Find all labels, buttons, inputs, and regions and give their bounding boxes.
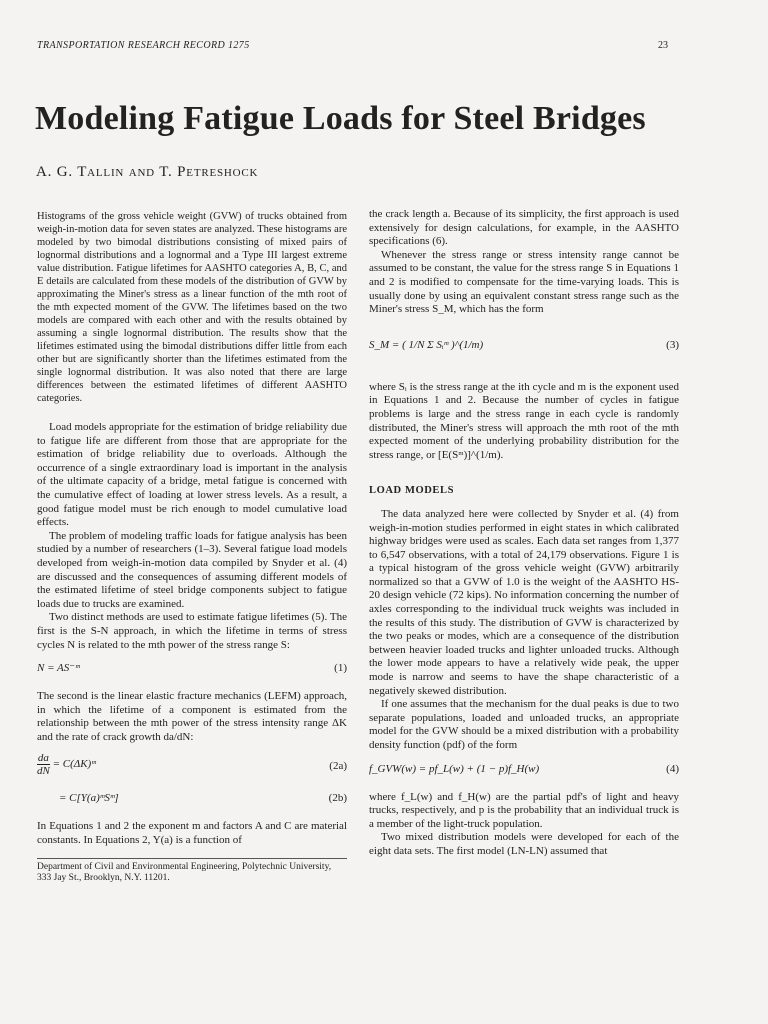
body-paragraph: The second is the linear elastic fracture mechanics (LEFM) approach, in which the lifetime of a component is estimated from the relationship between the mth power of the stress intensity range ΔK and the rate of crack growth da/dN:	[37, 690, 347, 743]
equation-4-number: (4)	[666, 762, 679, 775]
equation-2b-rhs: = C[Y(a)ᵐSᵐ]	[59, 792, 119, 805]
author-affiliation-footnote: Department of Civil and Environmental Engineering, Polytechnic University, 333 Jay St., Brooklyn, N.Y. 11201.	[37, 858, 347, 885]
equation-3-lhs: S_M =	[369, 338, 400, 351]
body-paragraph: Two distinct methods are used to estimate fatigue lifetimes (5). The first is the S-N approach, in which the lifetime in terms of stress cycles N is related to the mth power of the stress range S:	[37, 611, 347, 651]
abstract-text: Histograms of the gross vehicle weight (GVW) of trucks obtained from weigh-in-motion data for seven states are analyzed. These histograms are modeled by two bimodal distributions consisting of mixed pairs of lognormal distributions and a lognormal and a Type III largest extreme value distribution. Fatigue lifetimes for AASHTO categories A, B, C, and E details are calculated from these models of the distribution of GVW by approximating the Miner's stress as a linear function of the mth root of the mth expected moment of the GVW. The lifetimes based on the two models are compared with each other and with the results obtained by assuming a single lognormal distribution. The results show that the lifetimes estimated using the bimodal distributions differ little from each other but are significantly shorter than the lifetimes estimated from the single lognormal distribution. It was also noted that there are large differences between the estimated lifetimes of different AASHTO categories.	[37, 211, 347, 404]
equation-2b	[37, 790, 347, 812]
authors: A. G. Tallin and T. Petreshock	[36, 164, 259, 180]
body-paragraph: The data analyzed here were collected by Snyder et al. (4) from weigh-in-motion studies performed in eight states in which calibrated highway bridges were used as scales. Each data set ranges from 1,377 to 6,547 observations, with a total of 24,179 observations. Figure 1 is a typical histogram of the gross vehicle weight (GVW) arbitrarily normalized so that a GVW of 1.0 is the weight of the AASHTO HS-20 design vehicle (72 kips). No information concerning the number of axles corresponding to the individual truck weights was included in the results of this study. The distribution of GVW is characterized by the two peaks or modes, which are a consequence of the distribution between heavier loaded trucks and lighter unloaded trucks. Although the lower mode appears to have a relatively wide peak, the upper mode is narrow and seems to have the shape characteristic of a negatively skewed distribution.	[369, 507, 679, 697]
page-number: 23	[658, 40, 668, 51]
equation-3	[369, 329, 679, 369]
right-column	[369, 208, 679, 859]
equation-2a-rhs: = C(ΔK)ᵐ	[52, 758, 96, 771]
fraction-denominator: dN	[37, 765, 50, 778]
equation-2b-number: (2b)	[328, 792, 347, 805]
equation-1-number: (1)	[334, 662, 347, 675]
fraction-numerator: da	[37, 752, 49, 765]
equation-4	[369, 761, 679, 783]
body-paragraph: If one assumes that the mechanism for the dual peaks is due to two separate populations, loaded and unloaded trucks, an appropriate model for the GVW should be a mixed distribution with a probability density function (pdf) of the form	[369, 698, 679, 751]
left-column	[37, 210, 347, 885]
journal-header: TRANSPORTATION RESEARCH RECORD 1275	[37, 40, 250, 51]
abstract	[37, 210, 347, 405]
body-paragraph: the crack length a. Because of its simplicity, the first approach is used extensively for design calculations, for example, in the AASHTO specifications (6).	[369, 208, 679, 248]
equation-3-body: ( 1/N Σ Sᵢᵐ )^(1/m)	[402, 338, 484, 351]
paper-title: Modeling Fatigue Loads for Steel Bridges	[35, 100, 646, 137]
section-heading: LOAD MODELS	[369, 485, 455, 497]
equation-3-number: (3)	[666, 338, 679, 351]
fraction-da-dn	[37, 752, 50, 777]
equation-4-text: f_GVW(w) = pf_L(w) + (1 − p)f_H(w)	[369, 762, 540, 775]
body-paragraph: Two mixed distribution models were developed for each of the eight data sets. The first model (LN-LN) assumed that	[369, 831, 679, 857]
equation-1-text: N = AS⁻ᵐ	[37, 662, 80, 675]
body-paragraph: The problem of modeling traffic loads for fatigue analysis has been studied by a number of researchers (1–3). Several fatigue load models developed from weigh-in-motion data compiled by Snyder et al. (4) are discussed and the consequences of assuming different models of the estimated lifetime of steel bridge components subject to fatigue loads due to trucks are examined.	[37, 529, 347, 610]
body-paragraph: Whenever the stress range or stress intensity range cannot be assumed to be constant, the value for the stress range S in Equations 1 and 2 is modified to compensate for the time-varying loads. This is usually done by using an equivalent constant stress range such as the Miner's stress S_M, which has the form	[369, 248, 679, 316]
body-paragraph: Load models appropriate for the estimation of bridge reliability due to fatigue life are different from those that are appropriate for the estimation of bridge reliability due to overloads. Although the occurrence of a single extraordinary load is important in the analysis of the ultimate capacity of a bridge, metal fatigue is concerned with the cumulative effect of loading at lower stress levels. As a result, a good fatigue model must be rich enough to model cumulative load effects.	[37, 421, 347, 529]
equation-2a	[37, 752, 347, 782]
equation-2a-number: (2a)	[329, 760, 347, 773]
body-paragraph: where Sᵢ is the stress range at the ith cycle and m is the exponent used in Equations 1 and 2. Because the number of cycles in fatigue problems is large and the stress range in each cycle is randomly distributed, the Miner's stress will approach the mth root of the mth expected moment of the underlying probability distribution for the stress range, or [E(Sᵐ)]^(1/m).	[369, 380, 679, 461]
equation-1	[37, 660, 347, 682]
body-paragraph: where f_L(w) and f_H(w) are the partial pdf's of light and heavy trucks, respectively, and p is the probability that an individual truck is a member of the light-truck population.	[369, 790, 679, 830]
body-paragraph: In Equations 1 and 2 the exponent m and factors A and C are material constants. In Equations 2, Y(a) is a function of	[37, 820, 347, 847]
